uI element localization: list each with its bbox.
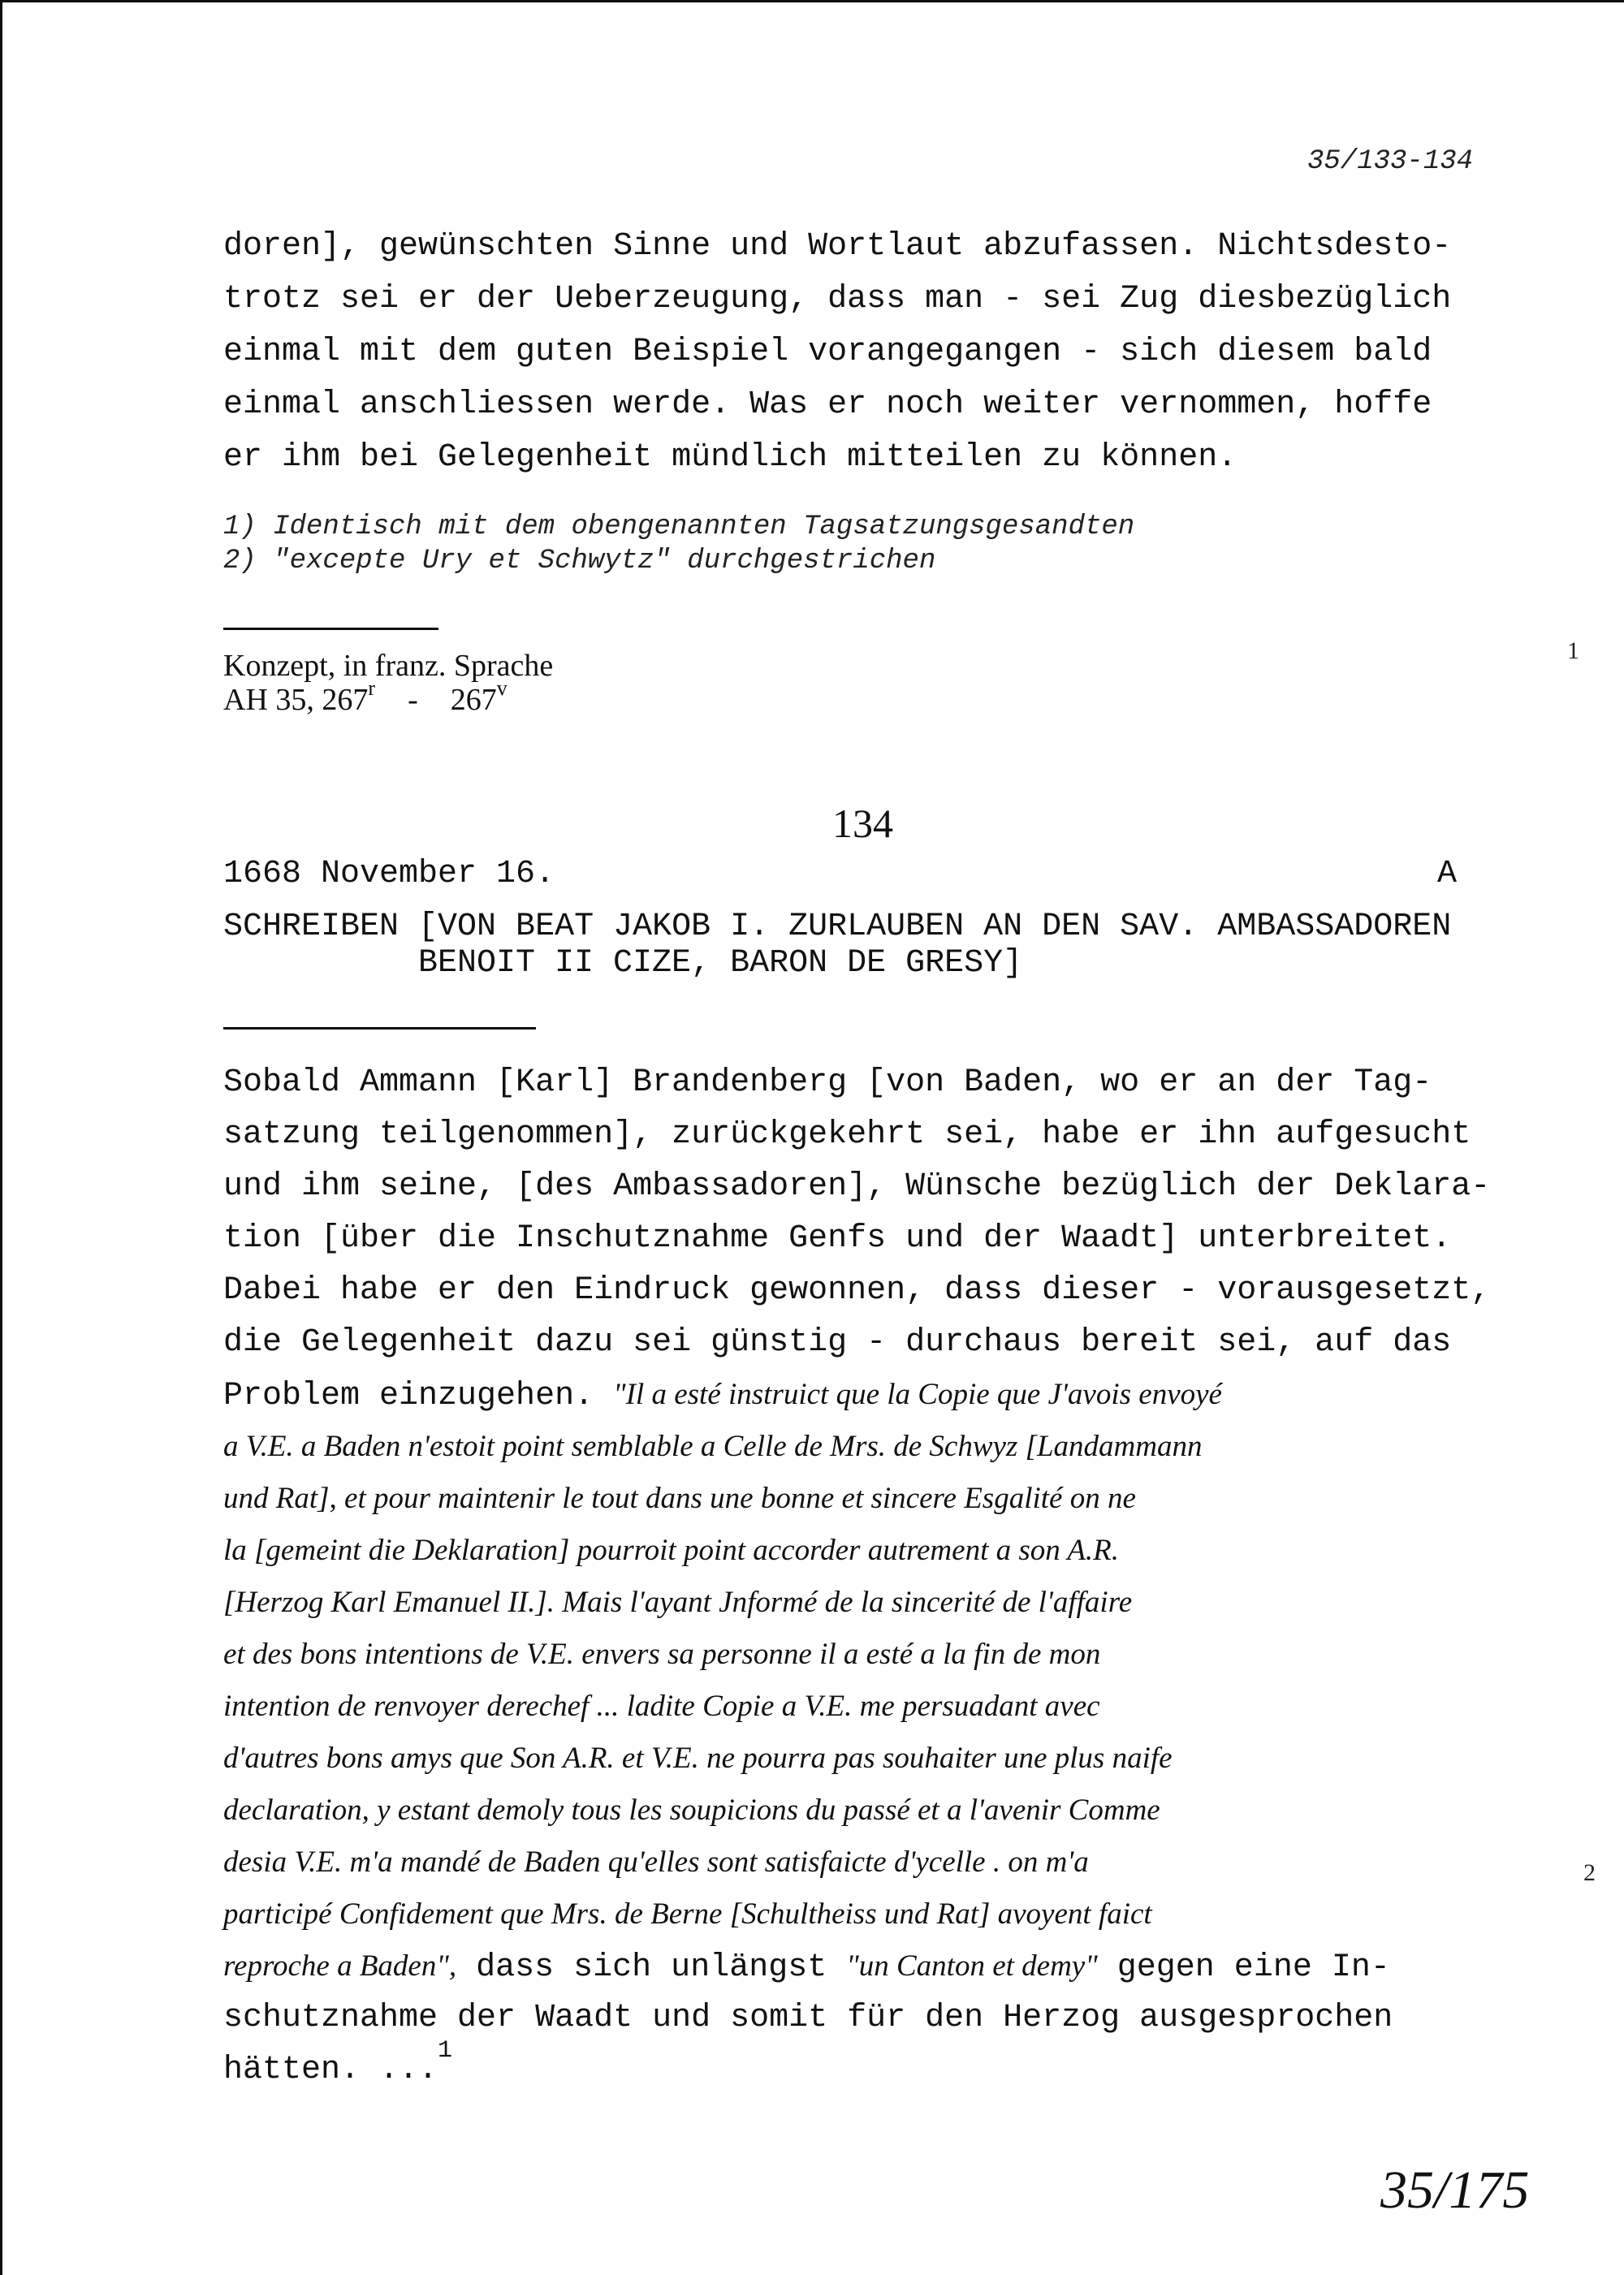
french-quote-text: desia V.E. m'a mandé de Baden qu'elles sont satisfaicte d'ycelle . on m'a: [223, 1845, 1089, 1879]
body-line: [223, 1421, 1203, 1474]
document-letter: A: [1437, 856, 1458, 892]
source-sup-r: r: [368, 676, 376, 700]
paragraph-line: trotz sei er der Ueberzeugung, dass man - sei Zug diesbezüglich: [223, 281, 1452, 317]
body-line: [223, 1317, 1451, 1369]
page-border-left: [0, 0, 2, 2275]
french-quote-text: a V.E. a Baden n'estoit point semblable a Celle de Mrs. de Schwyz [Landammann: [223, 1430, 1203, 1463]
footnote-2: 2) "excepte Ury et Schwytz" durchgestrichen: [223, 546, 936, 576]
source-dash: -: [408, 683, 418, 717]
paragraph-line: einmal anschliessen werde. Was er noch weiter vernommen, hoffe: [223, 386, 1432, 423]
margin-mark-1: 1: [1567, 637, 1579, 664]
margin-mark-2: 2: [1583, 1859, 1596, 1886]
french-quote-text: la [gemeint die Deklaration] pourroit point accorder autrement a son A.R.: [223, 1534, 1120, 1567]
document-number: 134: [832, 801, 893, 846]
french-quote-text: und Rat], et pour maintenir le tout dans une bonne et sincere Esgalité on ne: [223, 1482, 1136, 1515]
french-quote-text: reproche a Baden",: [223, 1949, 457, 1983]
body-line: [223, 1109, 1471, 1161]
french-quote-text: "un Canton et demy": [846, 1949, 1098, 1983]
body-line: [223, 1161, 1490, 1213]
german-text: Dabei habe er den Eindruck gewonnen, dass dieser - vorausgesetzt,: [223, 1272, 1491, 1309]
german-text: und ihm seine, [des Ambassadoren], Wünsche bezüglich der Deklara-: [223, 1168, 1491, 1205]
french-quote-text: et des bons intentions de V.E. envers sa personne il a esté a la fin de mon: [223, 1638, 1101, 1671]
body-line: [223, 1940, 1390, 1994]
body-line: [223, 1525, 1119, 1578]
body-line: [223, 1992, 1393, 2044]
source-ref-2: 267: [450, 683, 497, 717]
body-line: [223, 1681, 1100, 1734]
document-heading-line2: BENOIT II CIZE, BARON DE GRESY]: [418, 945, 1023, 982]
separator-rule: [223, 628, 438, 630]
body-line: [223, 1057, 1432, 1109]
german-text: gegen eine In-: [1097, 1949, 1390, 1986]
page-reference: 35/133-134: [1307, 146, 1474, 177]
document-heading-line1: SCHREIBEN [VON BEAT JAKOB I. ZURLAUBEN AN DEN SAV. AMBASSADOREN: [223, 909, 1452, 945]
source-ref: AH 35, 267: [223, 683, 369, 717]
body-line: [223, 1733, 1173, 1786]
paragraph-line: doren], gewünschten Sinne und Wortlaut abzufassen. Nichtsdesto-: [223, 228, 1452, 265]
french-quote-text: "Il a esté instruict que la Copie que J'avois envoyé: [613, 1378, 1222, 1411]
german-text: satzung teilgenommen], zurückgekehrt sei, habe er ihn aufgesucht: [223, 1116, 1471, 1153]
body-line: [223, 1889, 1152, 1942]
paragraph-line: einmal mit dem guten Beispiel vorangegangen - sich diesem bald: [223, 334, 1432, 370]
body-line: [223, 1213, 1451, 1265]
french-quote-text: d'autres bons amys que Son A.R. et V.E. ne pourra pas souhaiter une plus naife: [223, 1742, 1173, 1775]
footnote-reference: 1: [438, 2037, 453, 2065]
german-text: schutznahme der Waadt und somit für den Herzog ausgesprochen: [223, 2000, 1393, 2036]
document-date: 1668 November 16.: [223, 856, 555, 892]
body-line: [223, 1265, 1490, 1317]
body-line: [223, 1369, 1222, 1422]
german-text: Sobald Ammann [Karl] Brandenberg [von Baden, wo er an der Tag-: [223, 1064, 1432, 1101]
heading-rule: [223, 1027, 536, 1030]
source-sup-v: v: [496, 676, 508, 700]
body-line: [223, 1785, 1160, 1838]
german-text: die Gelegenheit dazu sei günstig - durchaus bereit sei, auf das: [223, 1324, 1452, 1361]
german-text: hätten. ...: [223, 2052, 438, 2088]
french-quote-text: participé Confidement que Mrs. de Berne [Schultheiss und Rat] avoyent faict: [223, 1897, 1152, 1931]
source-note-line2: [223, 676, 508, 718]
german-text: dass sich unlängst: [456, 1949, 847, 1986]
french-quote-text: [Herzog Karl Emanuel II.]. Mais l'ayant Jnformé de la sincerité de l'affaire: [223, 1586, 1133, 1619]
archive-stamp-number: 35/175: [1380, 2161, 1530, 2220]
body-line: [223, 2037, 453, 2098]
footnote-1: 1) Identisch mit dem obengenannten Tagsatzungsgesandten: [223, 512, 1135, 542]
body-line: [223, 1577, 1132, 1630]
source-note-line1: Konzept, in franz. Sprache: [223, 649, 554, 683]
body-line: [223, 1837, 1089, 1890]
german-text: tion [über die Inschutznahme Genfs und der Waadt] unterbreitet.: [223, 1220, 1452, 1257]
paragraph-line: er ihm bei Gelegenheit mündlich mitteilen zu können.: [223, 439, 1237, 476]
body-line: [223, 1629, 1100, 1682]
body-line: [223, 1473, 1136, 1526]
german-text: Problem einzugehen.: [223, 1378, 614, 1414]
french-quote-text: declaration, y estant demoly tous les soupicions du passé et a l'avenir Comme: [223, 1794, 1160, 1827]
page-border-top: [0, 0, 1624, 2]
french-quote-text: intention de renvoyer derechef ... ladite Copie a V.E. me persuadant avec: [223, 1690, 1100, 1723]
